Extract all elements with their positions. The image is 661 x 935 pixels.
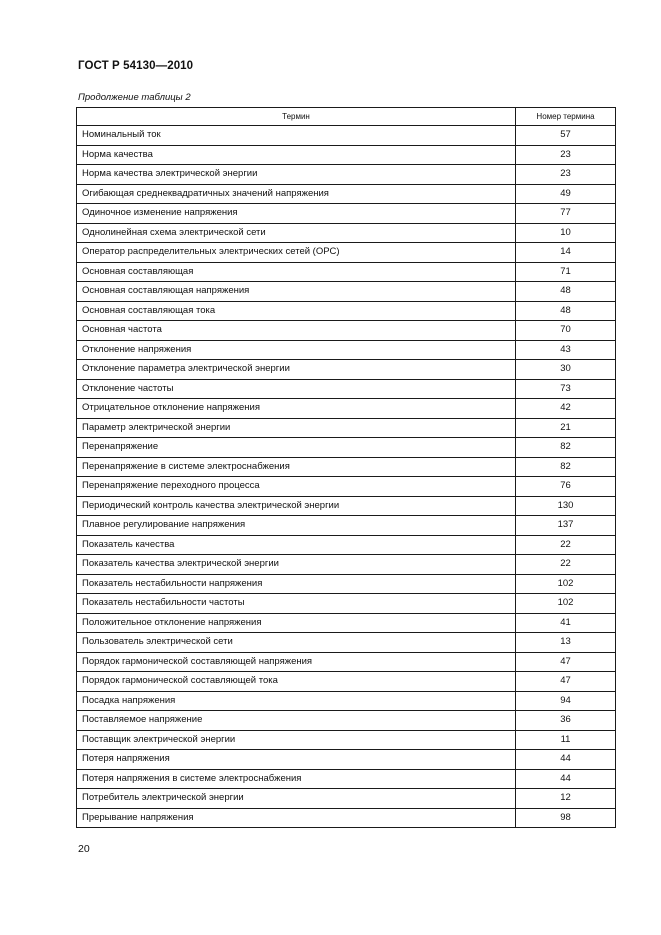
table-row (77, 399, 616, 419)
term-cell: Порядок гармонической составляющей напряжения (77, 652, 516, 672)
table-row (77, 711, 616, 731)
term-cell: Показатель качества электрической энергии (77, 555, 516, 575)
term-number-cell: 70 (516, 321, 616, 341)
table-row (77, 613, 616, 633)
term-number-cell: 12 (516, 789, 616, 809)
term-number-cell: 48 (516, 282, 616, 302)
term-number-cell: 23 (516, 145, 616, 165)
table-row (77, 808, 616, 828)
table-row (77, 477, 616, 497)
table-row (77, 769, 616, 789)
term-cell: Однолинейная схема электрической сети (77, 223, 516, 243)
term-number-cell: 13 (516, 633, 616, 653)
table-body (77, 126, 616, 828)
term-cell: Показатель качества (77, 535, 516, 555)
term-cell: Основная частота (77, 321, 516, 341)
term-number-cell: 11 (516, 730, 616, 750)
term-number-cell: 49 (516, 184, 616, 204)
table-caption: Продолжение таблицы 2 (78, 92, 191, 103)
term-number-cell: 10 (516, 223, 616, 243)
table-row (77, 282, 616, 302)
table-row (77, 360, 616, 380)
term-cell: Посадка напряжения (77, 691, 516, 711)
term-cell: Оператор распределительных электрических сетей (ОРС) (77, 243, 516, 263)
table-header-row (77, 108, 616, 126)
term-number-cell: 71 (516, 262, 616, 282)
term-number-cell: 102 (516, 574, 616, 594)
term-cell: Норма качества электрической энергии (77, 165, 516, 185)
term-number-cell: 77 (516, 204, 616, 224)
term-cell: Пользователь электрической сети (77, 633, 516, 653)
table-row (77, 184, 616, 204)
table-row (77, 594, 616, 614)
term-number-cell: 82 (516, 457, 616, 477)
term-number-cell: 44 (516, 769, 616, 789)
table-row (77, 204, 616, 224)
term-cell: Поставляемое напряжение (77, 711, 516, 731)
table-row (77, 691, 616, 711)
term-number-cell: 47 (516, 672, 616, 692)
term-cell: Перенапряжение в системе электроснабжения (77, 457, 516, 477)
document-header: ГОСТ Р 54130—2010 (78, 60, 194, 72)
term-number-cell: 41 (516, 613, 616, 633)
term-cell: Номинальный ток (77, 126, 516, 146)
table-row (77, 165, 616, 185)
term-number-cell: 21 (516, 418, 616, 438)
term-cell: Основная составляющая (77, 262, 516, 282)
term-number-cell: 94 (516, 691, 616, 711)
table-row (77, 750, 616, 770)
term-cell: Показатель нестабильности напряжения (77, 574, 516, 594)
term-number-cell: 36 (516, 711, 616, 731)
table-row (77, 535, 616, 555)
table-row (77, 496, 616, 516)
table-row (77, 243, 616, 263)
table-row (77, 262, 616, 282)
table-row (77, 574, 616, 594)
term-number-cell: 48 (516, 301, 616, 321)
table-row (77, 555, 616, 575)
table-row (77, 340, 616, 360)
term-number-cell: 42 (516, 399, 616, 419)
table-row (77, 223, 616, 243)
term-number-cell: 30 (516, 360, 616, 380)
page-number: 20 (78, 843, 90, 855)
term-cell: Одиночное изменение напряжения (77, 204, 516, 224)
term-cell: Отклонение частоты (77, 379, 516, 399)
term-number-cell: 82 (516, 438, 616, 458)
table-row (77, 457, 616, 477)
term-number-cell: 44 (516, 750, 616, 770)
term-number-cell: 76 (516, 477, 616, 497)
term-number-cell: 22 (516, 535, 616, 555)
table-row (77, 379, 616, 399)
table-row (77, 789, 616, 809)
term-cell: Основная составляющая тока (77, 301, 516, 321)
term-cell: Потеря напряжения (77, 750, 516, 770)
terms-table (76, 107, 616, 828)
table-row (77, 145, 616, 165)
table-row (77, 633, 616, 653)
term-cell: Потеря напряжения в системе электроснабжения (77, 769, 516, 789)
table-row (77, 126, 616, 146)
term-cell: Прерывание напряжения (77, 808, 516, 828)
term-cell: Огибающая среднеквадратичных значений напряжения (77, 184, 516, 204)
term-cell: Перенапряжение переходного процесса (77, 477, 516, 497)
term-number-cell: 47 (516, 652, 616, 672)
term-cell: Отклонение напряжения (77, 340, 516, 360)
table-row (77, 438, 616, 458)
table-row (77, 730, 616, 750)
term-cell: Периодический контроль качества электрической энергии (77, 496, 516, 516)
table-row (77, 652, 616, 672)
term-number-cell: 43 (516, 340, 616, 360)
term-number-cell: 57 (516, 126, 616, 146)
term-cell: Показатель нестабильности частоты (77, 594, 516, 614)
term-number-cell: 137 (516, 516, 616, 536)
term-cell: Поставщик электрической энергии (77, 730, 516, 750)
term-number-cell: 98 (516, 808, 616, 828)
term-cell: Положительное отклонение напряжения (77, 613, 516, 633)
term-cell: Потребитель электрической энергии (77, 789, 516, 809)
term-number-cell: 130 (516, 496, 616, 516)
term-cell: Порядок гармонической составляющей тока (77, 672, 516, 692)
table-row (77, 301, 616, 321)
term-cell: Основная составляющая напряжения (77, 282, 516, 302)
term-cell: Параметр электрической энергии (77, 418, 516, 438)
term-number-cell: 23 (516, 165, 616, 185)
term-number-cell: 14 (516, 243, 616, 263)
table-row (77, 321, 616, 341)
term-number-cell: 102 (516, 594, 616, 614)
column-header-term: Термин (77, 108, 516, 126)
term-cell: Отклонение параметра электрической энергии (77, 360, 516, 380)
term-cell: Перенапряжение (77, 438, 516, 458)
table-row (77, 516, 616, 536)
term-number-cell: 73 (516, 379, 616, 399)
column-header-number: Номер термина (516, 108, 616, 126)
term-number-cell: 22 (516, 555, 616, 575)
term-cell: Норма качества (77, 145, 516, 165)
table-row (77, 672, 616, 692)
table-row (77, 418, 616, 438)
term-cell: Отрицательное отклонение напряжения (77, 399, 516, 419)
term-cell: Плавное регулирование напряжения (77, 516, 516, 536)
